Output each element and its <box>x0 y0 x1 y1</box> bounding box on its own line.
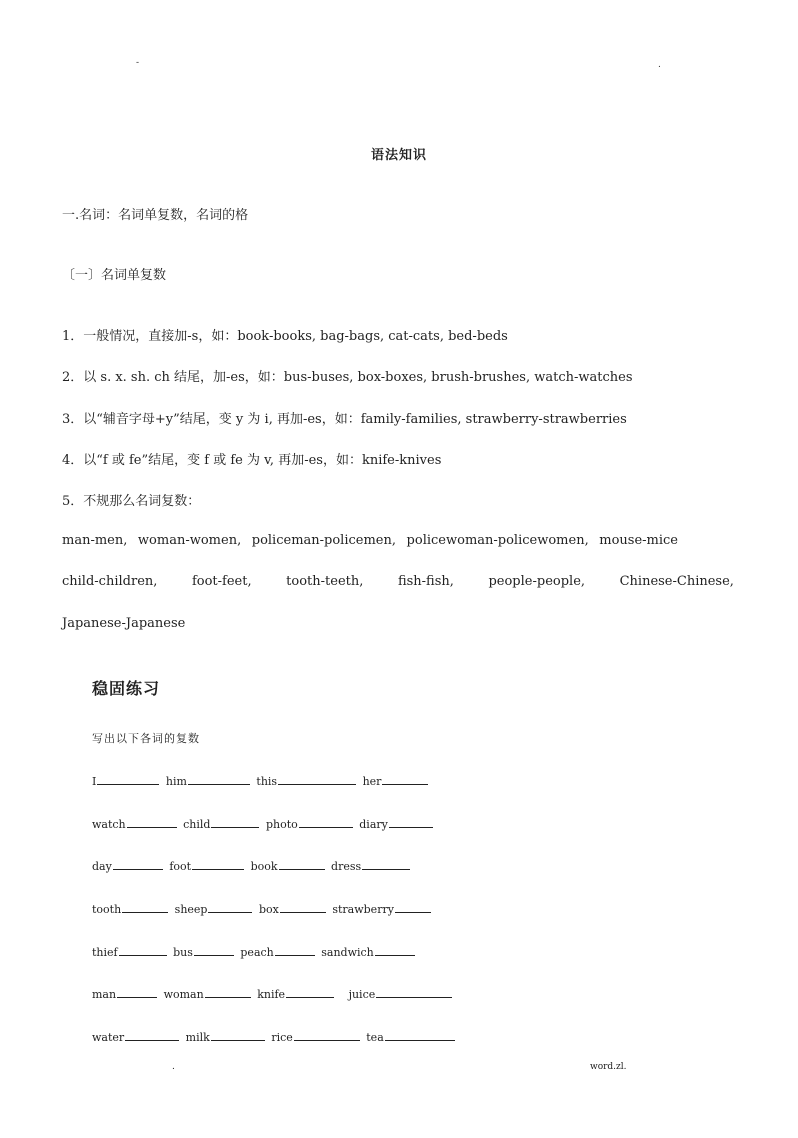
irregular-word: Japanese-Japanese <box>62 616 186 631</box>
exercise-row <box>92 901 434 916</box>
exercise-word: sandwich <box>321 946 374 959</box>
exercise-row <box>92 986 455 1001</box>
exercise-word: her <box>362 775 382 788</box>
exercise-word: photo <box>265 818 298 831</box>
exercise-word: dress <box>331 860 362 873</box>
answer-blank[interactable] <box>382 773 428 785</box>
exercise-word: juice <box>348 988 376 1001</box>
answer-blank[interactable] <box>299 816 353 828</box>
answer-blank[interactable] <box>395 901 431 913</box>
answer-blank[interactable] <box>122 901 168 913</box>
rule-3: 3．以“辅音字母+y”结尾，变 y 为 i, 再加-es，如：family-families, strawberry-strawberries <box>62 412 627 427</box>
header-left-mark: - <box>136 58 140 68</box>
exercise-word: woman <box>163 988 204 1001</box>
exercise-word: water <box>92 1031 125 1044</box>
practice-title: 稳固练习 <box>92 679 161 698</box>
irregular-word: fish-fish, <box>397 574 454 589</box>
irregular-row-3 <box>62 616 734 631</box>
exercise-row <box>92 816 436 831</box>
answer-blank[interactable] <box>279 858 325 870</box>
section-heading: 一.名词：名词单复数，名词的格 <box>62 208 249 223</box>
irregular-word: child-children, <box>62 574 158 589</box>
exercise-word: foot <box>169 860 192 873</box>
exercise-word: peach <box>240 946 274 959</box>
exercise-word: watch <box>92 818 126 831</box>
answer-blank[interactable] <box>376 986 452 998</box>
answer-blank[interactable] <box>192 858 244 870</box>
answer-blank[interactable] <box>188 773 250 785</box>
exercise-word: bus <box>173 946 193 959</box>
answer-blank[interactable] <box>127 816 177 828</box>
answer-blank[interactable] <box>113 858 163 870</box>
exercise-word: child <box>183 818 211 831</box>
exercise-word: sheep <box>174 903 208 916</box>
exercise-word: day <box>92 860 112 873</box>
exercise-word: box <box>258 903 279 916</box>
answer-blank[interactable] <box>375 944 415 956</box>
answer-blank[interactable] <box>294 1029 360 1041</box>
irregular-word: tooth-teeth, <box>286 574 364 589</box>
rule-2: 2．以 s. x. sh. ch 结尾，加-es，如：bus-buses, box-boxes, brush-brushes, watch-watches <box>62 370 633 385</box>
exercise-word: tooth <box>92 903 122 916</box>
answer-blank[interactable] <box>211 816 259 828</box>
answer-blank[interactable] <box>275 944 315 956</box>
answer-blank[interactable] <box>385 1029 455 1041</box>
irregular-word: Chinese-Chinese, <box>619 574 734 589</box>
exercise-word: him <box>165 775 187 788</box>
footer-left-mark: . <box>172 1062 175 1072</box>
exercise-row <box>92 1029 458 1044</box>
answer-blank[interactable] <box>205 986 251 998</box>
irregular-word: policeman-policemen, <box>251 533 396 548</box>
rule-5: 5．不规那么名词复数： <box>62 494 201 509</box>
exercise-word: tea <box>366 1031 384 1044</box>
irregular-row-1 <box>62 533 678 548</box>
answer-blank[interactable] <box>211 1029 265 1041</box>
answer-blank[interactable] <box>97 773 159 785</box>
answer-blank[interactable] <box>194 944 234 956</box>
irregular-word: man-men, <box>62 533 128 548</box>
irregular-word: woman-women, <box>137 533 242 548</box>
header-right-mark: . <box>658 60 661 70</box>
answer-blank[interactable] <box>362 858 410 870</box>
exercise-word: man <box>92 988 117 1001</box>
rule-1: 1．一般情况，直接加-s，如：book-books, bag-bags, cat-cats, bed-beds <box>62 329 508 344</box>
exercise-word: this <box>256 775 278 788</box>
irregular-word: people-people, <box>488 574 586 589</box>
exercise-word: milk <box>185 1031 210 1044</box>
exercise-row <box>92 858 413 873</box>
footer-right-text: word.zl. <box>590 1062 627 1072</box>
irregular-word: mouse-mice <box>599 533 678 548</box>
exercise-word: thief <box>92 946 118 959</box>
rule-4: 4．以“f 或 fe”结尾，变 f 或 fe 为 v, 再加-es，如：knife-knives <box>62 453 442 468</box>
exercise-word: rice <box>271 1031 293 1044</box>
exercise-word: I <box>92 775 97 788</box>
exercise-row <box>92 944 418 959</box>
exercise-word: book <box>250 860 278 873</box>
exercise-word: diary <box>359 818 388 831</box>
exercise-word: knife <box>257 988 286 1001</box>
answer-blank[interactable] <box>286 986 334 998</box>
answer-blank[interactable] <box>208 901 252 913</box>
answer-blank[interactable] <box>278 773 356 785</box>
irregular-word: foot-feet, <box>191 574 252 589</box>
irregular-word: policewoman-policewomen, <box>406 533 589 548</box>
page-title: 语法知识 <box>370 148 427 163</box>
subsection-heading: 〔一〕名词单复数 <box>62 268 167 283</box>
practice-instruction: 写出以下各词的复数 <box>92 732 200 745</box>
irregular-row-2 <box>62 574 734 589</box>
exercise-row <box>92 773 431 788</box>
answer-blank[interactable] <box>117 986 157 998</box>
exercise-word: strawberry <box>332 903 394 916</box>
answer-blank[interactable] <box>389 816 433 828</box>
answer-blank[interactable] <box>280 901 326 913</box>
answer-blank[interactable] <box>119 944 167 956</box>
answer-blank[interactable] <box>125 1029 179 1041</box>
